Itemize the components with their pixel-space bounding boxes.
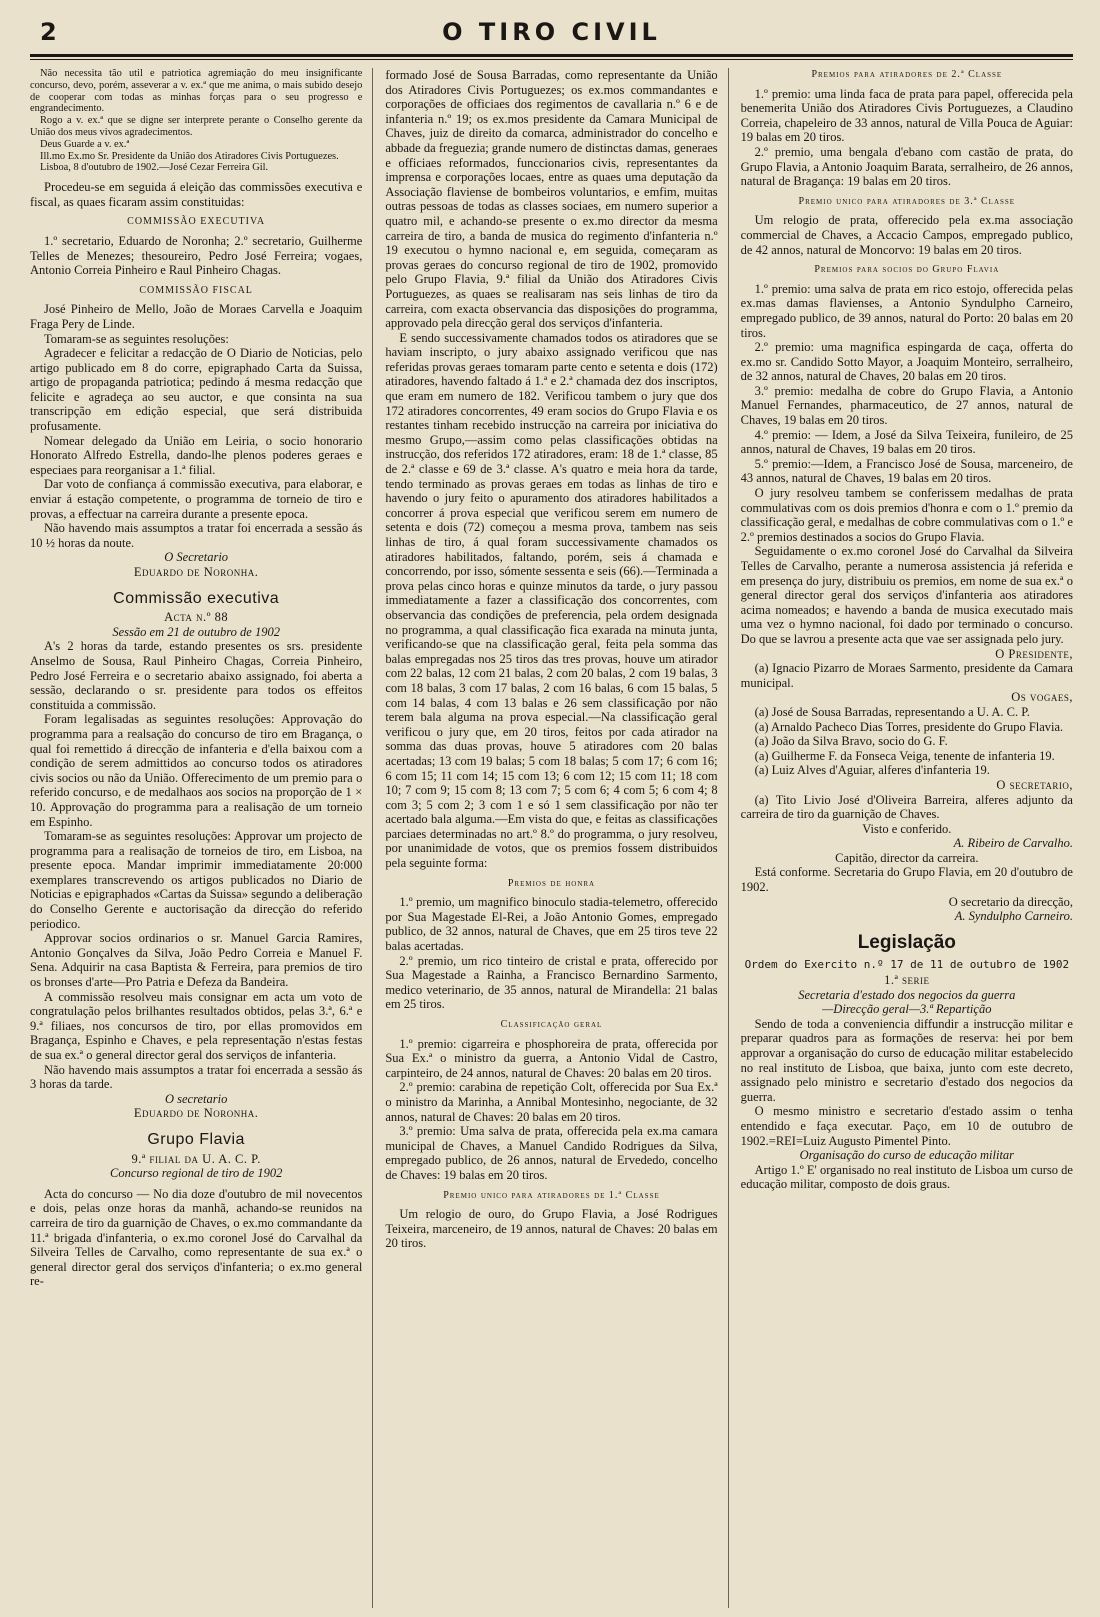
paragraph: 1.º secretario, Eduardo de Noronha; 2.º secretario, Guilherme Telles de Menezes; thesoureiro, Pedro José Ferreira; vogaes, Antonio Correia Pinheiro e Raul Pinheiro Chagas. [30, 233, 363, 278]
signature-role: Os vogaes, [1011, 690, 1073, 705]
signatory: (a) José de Sousa Barradas, representando a U. A. C. P. [754, 704, 1030, 719]
subheading: COMMISSÃO EXECUTIVA [127, 216, 266, 228]
org-title: Organisação do curso de educação militar [799, 1148, 1015, 1163]
signature-role: O Secretario [164, 550, 229, 565]
paragraph: 4.º premio: — Idem, a José da Silva Teixeira, funileiro, de 25 annos, natural de Chaves, 19 balas em 20 tiros. [740, 427, 1073, 457]
signature-name: Eduardo de Noronha. [133, 565, 259, 580]
signature-name: A. Ribeiro de Carvalho. [953, 836, 1073, 851]
paragraph: Procedeu-se em seguida á eleição das commissões executiva e fiscal, as quaes ficaram assim constituidas: [30, 180, 363, 209]
signatory: (a) Guilherme F. da Fonseca Veiga, tenente de infanteria 19. [754, 748, 1055, 763]
paragraph: Não havendo mais assumptos a tratar foi encerrada a sessão ás 3 horas da tarde. [30, 1062, 363, 1092]
signature-role: O secretario da direcção, [948, 894, 1073, 909]
subheading: Premios para socios do Grupo Flavia [814, 264, 1000, 276]
paragraph: formado José de Sousa Barradas, como representante da União dos Atiradores Civis Portuguezes; os ex.mos commandantes e corporações de officiaes dos regimentos de cavallaria n.º 6 e de infanteria n.º 19; os ex.mos presidente da Camara Municipal de Chaves, juiz de direito da comarca, administrador do concelho e abbade da freguezia; grande numero de distinctas damas, generaes e officiaes reformados, funccionarios civis, representantes da imprensa e corporações locaes, entre as quaes uma deputação da Associação flaviense de bombeiros voluntarios, e emfim, muitas outras pessoas de todas as classes sociaes, em numero superior a quatro mil, e achando-se presente o ex.mo director da mesma carreira de tiro, a banda de musica do regimento d'infanteria n.º 19 executou o hymno nacional e, em seguida, começaram as provas geraes do concurso regional de tiro de 1902, promovido pelo Grupo Flavia, 9.ª filial da União dos Atiradores Civis Portuguezes, as quaes se realisaram nas seis linhas de tiro da carreira, com exacta observancia das disposições do programma, approvado pela direcção geral dos serviços d'infanteria. [385, 68, 718, 331]
paragraph: A commissão resolveu mais consignar em acta um voto de congratulação pelos brilhantes resultados obtidos, pelas 3.ª, 6.ª e 9.ª filiaes, nos concursos de tiro, por ellas promovidos em Bragança, Espinho e Chaves, e pela representação n'estas festas de sua ex.ª o general director geral dos serviços de infanteria. [30, 989, 363, 1063]
column-2 [385, 68, 728, 1608]
signature-role: O Presidente, [995, 646, 1073, 661]
page-header [30, 18, 1073, 52]
paragraph: A's 2 horas da tarde, estando presentes os srs. presidente Anselmo de Sousa, Raul Pinheiro Chagas, Correia Pinheiro, Pedro José Ferreira e o secretario abaixo assignado, foi aberta a sessão, declarando o sr. presidente para todos os effeitos constituida a commissão. [30, 639, 363, 712]
page-number: 2 [40, 18, 57, 46]
paragraph: 2.º premio, uma bengala d'ebano com castão de prata, do Grupo Flavia, a Antonio Joaquim Barata, serralheiro, de 26 annos, natural de Bragança: 19 balas em 20 tiros. [740, 144, 1073, 189]
session-date: Sessão em 21 de outubro de 1902 [112, 624, 280, 639]
subheading: Classificação geral [500, 1019, 603, 1030]
signature-name: Eduardo de Noronha. [133, 1106, 259, 1121]
signatory: (a) Tito Livio José d'Oliveira Barreira, alferes adjunto da carreira de tiro da guarnição de Chaves. [740, 792, 1073, 822]
ordem-line: Ordem do Exercito n.º 17 de 11 de outubro de 1902 [744, 958, 1070, 972]
signature-name: A. Syndulpho Carneiro. [954, 909, 1073, 924]
paragraph: Nomear delegado da União em Leiria, o socio honorario Honorato Alfredo Estrella, dando-lhe plenos poderes geraes e especiaes para reorganisar a 1.ª filial. [30, 433, 363, 477]
paragraph: 2.º premio: carabina de repetição Colt, offerecida por Sua Ex.ª o ministro da Marinha, a Annibal Montesinho, negociante, de 32 annos, natural de Chaves: 20 balas em 20 tiros. [385, 1080, 718, 1124]
paragraph: Seguidamente o ex.mo coronel José do Carvalhal da Silveira Telles de Carvalho, perante a numerosa assistencia já referida e em presença do jury, distribuiu os premios, em nome de sua ex.ª o general director geral dos serviços d'infanteria aos atiradores acima nomeados; e havendo a banda de musica executado mais uma vez o hymno nacional, foi dado por terminado o concurso. Do que se lavrou a presente acta que vae ser assignada pelo jury. [740, 544, 1073, 646]
paragraph: 2.º premio, um rico tinteiro de cristal e prata, offerecido por Sua Magestade a Rainha, a Francisco Bernardino Sarmento, medico veterinario, de 35 annos, natural de Mirandella: 21 balas em 25 tiros. [385, 953, 718, 1012]
signatory: (a) Luiz Alves d'Aguiar, alferes d'infanteria 19. [754, 763, 990, 778]
paragraph: E sendo successivamente chamados todos os atiradores que se haviam inscripto, o jury abaixo assignado verificou que nas referidas provas geraes tomaram parte cento e setenta e dois (172) atiradores, havendo faltado á 1.ª e 2.ª chamada dez dos inscriptos, que eram em numero de 182. Verificou tambem o jury que dos 172 atiradores concorrentes, 49 eram socios do Grupo Flavia e os restantes tinham recebido instrucção na carreira por iniciativa do mesmo Grupo,—assim como pelas classificações obtidas na instrucção, dos referidos 172 atiradores, eram: 18 de 1.ª classe, 85 de 2.ª classe e 69 de 3.ª classe. A's quatro e meia hora da tarde, tendo terminado as provas geraes em todas as linhas de tiro e havendo o jury feito o apuramento dos atiradores habilitados a concorrer á prova especial que verificou serem em numero de setenta e dois (72) começou a mesma prova, tambem nas seis linhas de tiro, á qual foram successivamente chamados os atiradores habilitados, faltando, porém, seis á chamada e concorrendo, por isso, sómente sessenta e seis (66).—Terminada a prova pelas cinco horas e quinze minutos da tarde, o jury passou immediatamente a fazer a classificação dos concorrentes, com observancia das condições de preferencia, pela ordem designada no programma, a qual classificação fica exarada na minuta junta, verificando-se que na classificação geral, feita pela somma das balas empregadas nos 25 tiros das tres provas, houve um atirador com 22 balas, 12 com 21 balas, 2 com 20 balas, 2 com 19 balas, 3 com 18 balas, 3 com 17 balas, 2 com 16 balas, 6 com 15 balas, 5 com 14 balas, 4 com 13 balas e 26 sem classificação por não terem bala alguma na prova especial.—Na classificação geral verificou o jury que, em 20 tiros, feitos por cada atirador na somma das duas provas, houve 5 atiradores com 20 balas acertadas; 13 com 19 balas; 5 com 18 balas; 5 com 17; 6 com 16; 6 com 15; 11 com 14; 15 com 13; 6 com 12; 15 com 11; 18 com 10; 7 com 9; 15 com 8; 13 com 7; 5 com 6; 4 com 5; 6 com 4; 8 com 3; 5 com 2; 3 com 1 e só 1 sem classificação por não ter acertado bala alguma.—Em vista do que, e feitas as classificações parciaes determinadas no art.º 8.º do programma, o jury resolveu, por unanimidade de votos, que os premios fossem distribuidos pela seguinte forma: [385, 330, 718, 871]
section-heading: Grupo Flavia [147, 1130, 245, 1148]
paragraph: 3.º premio: medalha de cobre do Grupo Flavia, a Antonio Manuel Fernandes, pharmaceutico, de 27 annos, natural de Chaves, 19 balas em 20 tiros. [740, 383, 1073, 428]
subheading: Premios de honra [507, 877, 596, 889]
paragraph: Ill.mo Ex.mo Sr. Presidente da União dos Atiradores Civis Portuguezes. [40, 150, 339, 162]
secretaria-line: Secretaria d'estado dos negocios da guerra [798, 987, 1016, 1002]
subheading: Premio unico para atiradores de 3.ª Classe [798, 195, 1016, 207]
paragraph: Artigo 1.º E' organisado no real instituto de Lisboa um curso de educação militar, composto de dois graus. [740, 1162, 1073, 1192]
serie-line: 1.ª serie [884, 973, 930, 988]
signature-role: O secretario [164, 1091, 228, 1106]
paragraph: Um relogio de prata, offerecido pela ex.ma associação commercial de Chaves, a Accacio Campos, empregado publico, de 42 annos, natural de Moncorvo: 19 balas em 20 tiros. [740, 213, 1073, 257]
paragraph: Sendo de toda a conveniencia diffundir a instrucção militar e preparar quadros para as formações de reserva: hei por bem approvar a organisação do curso de educação militar estabelecido no real instituto de Lisboa, que baixa, junto com este decreto, assignado pelo ministro e secretario d'estado dos negocios da guerra. [740, 1016, 1073, 1104]
paragraph: Acta do concurso — No dia doze d'outubro de mil novecentos e dois, pelas onze horas da manhã, achando-se reunidos na carreira de tiro da guarnição de Chaves, o ex.mo commandante da 11.ª brigada d'infanteria, o ex.mo coronel José do Carvalhal da Silveira Telles de Carvalho, como representante de sua ex.ª o general director geral dos serviços d'infanteria; o ex.mo general re- [30, 1186, 363, 1289]
paragraph: Não havendo mais assumptos a tratar foi encerrada a sessão ás 10 ½ horas da noute. [30, 521, 363, 550]
section-heading: Legislação [857, 931, 956, 953]
paragraph: Dar voto de confiança á commissão executiva, para elaborar, e enviar á estação competente, o programma de torneio de tiro e provas, a effectuar na carreira durante a presente epoca. [30, 477, 363, 521]
paragraph: Foram legalisadas as seguintes resoluções: Approvação do programma para a realsação do concurso de tiro em Bragança, o qual foi remettido á direcção de infanteria e d'ella baixou com a condição de serem admittidos ao concurso todos os atiradores civis socios ou não da União. Offerecimento de um premio para o referido concurso, e de medalhaos aos socios na proporção de 1 × 10. Approvação do programma para a realisação de um torneio em Espinho. [30, 712, 363, 829]
paragraph: 1.º premio, um magnifico binoculo stadia-telemetro, offerecido por Sua Magestade El-Rei, a João Antonio Gomes, empregado publico, de 32 annos, natural de Chaves, que em 25 tiros teve 22 balas acertadas. [385, 895, 718, 954]
paragraph: Rogo a v. ex.ª que se digne ser interprete perante o Conselho gerente da União dos meus vivos agradecimentos. [30, 115, 363, 138]
paragraph: 1.º premio: cigarreira e phosphoreira de prata, offerecida por Sua Ex.ª o ministro da guerra, a Antonio Vidal de Castro, carpinteiro, de 24 annos, natural de Chaves: 20 balas em 20 tiros. [385, 1036, 718, 1080]
paragraph: Tomaram-se as seguintes resoluções: Approvar um projecto de programma para a realisação de torneios de tiro, em Lisboa, na presente epoca. Mandar imprimir immediatamente 20:000 exemplares transcrevendo os artigos publicados no Diario de Noticias e epigraphados «Cartas da Suissa» segundo a deliberação do Conselho Gerente e auctorisação da direcção do referido periodico. [30, 829, 363, 931]
paragraph: 1.º premio: uma linda faca de prata para papel, offerecida pela benemerita União dos Atiradores Civis Portuguezes, a Claudino Correia, chapeleiro de 33 annos, natural de Villa Pouca de Aguiar: 19 balas em 20 tiros. [740, 86, 1073, 145]
signature-role: Capitão, director da carreira. [835, 850, 979, 865]
visto-line: Visto e conferido. [862, 821, 952, 836]
paragraph: Approvar socios ordinarios o sr. Manuel Garcia Ramires, Antonio Gonçalves da Silva, João Pedro Correia e Manuel F. Sena. Adquirir na casa Baptista & Ferreira, para premios de tiro os bronses d'arte—Pro Patria e Defeza da Bandeira. [30, 931, 363, 990]
signature-role: O secretario, [996, 777, 1073, 792]
signatory: (a) Ignacio Pizarro de Moraes Sarmento, presidente da Camara municipal. [740, 661, 1073, 690]
column-3 [741, 68, 1073, 1608]
section-heading: Commissão executiva [113, 589, 280, 607]
columns [30, 68, 1073, 1608]
paragraph: Deus Guarde a v. ex.ª [40, 138, 130, 150]
paragraph: José Pinheiro de Mello, João de Moraes Carvella e Joaquim Fraga Pery de Linde. [30, 302, 363, 331]
direccao-line: —Direcção geral—3.ª Repartição [822, 1002, 992, 1017]
paragraph: Um relogio de ouro, do Grupo Flavia, a José Rodrigues Teixeira, marceneiro, de 19 annos, natural de Chaves: 20 balas em 20 tiros. [385, 1207, 718, 1251]
column-1 [30, 68, 373, 1608]
paragraph: O mesmo ministro e secretario d'estado assim o tenha entendido e faça executar. Paço, em 10 de outubro de 1902.=REI=Luiz Augusto Pimentel Pinto. [740, 1104, 1073, 1148]
paragraph: 3.º premio: Uma salva de prata, offerecida pela ex.ma camara municipal de Chaves, a Manuel Candido Rodrigues da Silva, empregado publico, de 26 annos, natural de Ervededo, concelho de Chaves: 19 balas em 20 tiros. [385, 1124, 718, 1182]
paragraph: 2.º premio: uma magnifica espingarda de caça, offerta do ex.mo sr. Candido Sotto Mayor, a Joaquim Monteiro, serralheiro, de 32 annos, natural de Chaves, 20 balas em 20 tiros. [740, 340, 1073, 384]
letter-block [30, 68, 362, 174]
signatory: (a) Arnaldo Pacheco Dias Torres, presidente do Grupo Flavia. [754, 719, 1064, 734]
paragraph: Tomaram-se as seguintes resoluções: [44, 331, 229, 346]
header-rule [30, 54, 1073, 60]
acta-number: Acta n.º 88 [164, 610, 229, 625]
subheading: Premio unico para atiradores de 1.ª Classe [443, 1189, 660, 1201]
filial-line: 9.ª filial da U. A. C. P. [131, 1151, 261, 1166]
paragraph: 1.º premio: uma salva de prata em rico estojo, offerecida pelas ex.mas damas flavienses, a Antonio Syndulpho Carneiro, empregado publico, de 39 annos, natural do Porto: 20 balas em 20 tiros. [740, 281, 1073, 340]
concurso-title: Concurso regional de tiro de 1902 [110, 1166, 283, 1181]
paragraph: Agradecer e felicitar a redacção de O Diario de Noticias, pelo artigo publicado em 8 do corre, epigraphado Carta da Suissa, artigo de propaganda patriotica; pedindo á mesma redacção que felicite e agradeça ao seu auctor, e que consinta na sua transcripção em edição especial, que será distribuida profusamente. [30, 346, 363, 434]
subheading: COMMISSÃO FISCAL [139, 284, 253, 296]
masthead-title: O TIRO CIVIL [442, 18, 661, 46]
paragraph: O jury resolveu tambem se conferissem medalhas de prata commulativas com os dois premios d'honra e com o 1.º premio da classificação geral, e medalhas de cobre commulativas com o 1.º e 2.º premios destinados a socios do Grupo Flavia. [740, 486, 1073, 544]
paragraph: Lisboa, 8 d'outubro de 1902.—José Cezar Ferreira Gil. [40, 162, 269, 174]
paragraph: Está conforme. Secretaria do Grupo Flavia, em 20 d'outubro de 1902. [740, 865, 1073, 895]
signatory: (a) João da Silva Bravo, socio do G. F. [754, 734, 948, 749]
paragraph: Não necessita tão util e patriotica agremiação do meu insignificante concurso, devo, porém, asseverar a v. ex.ª que me anima, o mais subido desejo de cooperar com todas as minhas forças para o seu progresso e engrandecimento. [30, 68, 363, 115]
paragraph: 5.º premio:—Idem, a Francisco José de Sousa, marceneiro, de 43 annos, natural de Chaves, 19 balas em 20 tiros. [740, 456, 1073, 486]
subheading: Premios para atiradores de 2.ª Classe [811, 69, 1003, 80]
